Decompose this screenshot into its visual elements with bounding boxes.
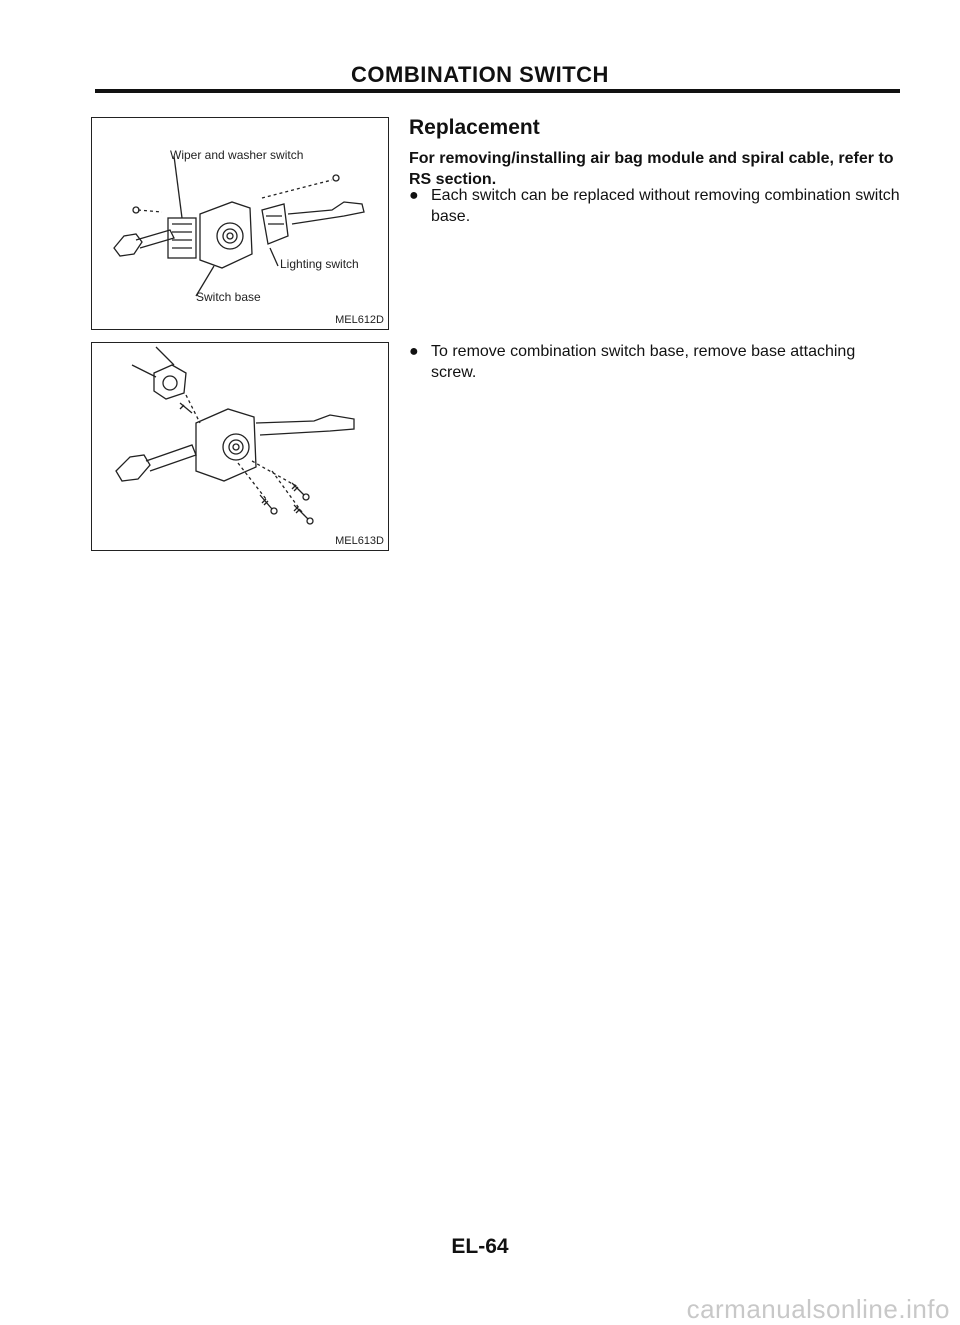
figure-code: MEL612D bbox=[335, 314, 384, 326]
bullet-text: Each switch can be replaced without removing combination switch base. bbox=[431, 187, 900, 225]
switch-base-removal-illustration bbox=[92, 343, 388, 550]
section-heading: Replacement bbox=[409, 116, 540, 139]
page-number: EL-64 bbox=[451, 1235, 509, 1258]
callout-lighting-switch: Lighting switch bbox=[280, 257, 359, 271]
page-title: COMBINATION SWITCH bbox=[351, 62, 609, 87]
callout-wiper-washer-switch: Wiper and washer switch bbox=[170, 148, 304, 162]
figure-combination-switch-parts bbox=[91, 117, 389, 330]
bullet-item bbox=[409, 185, 904, 227]
bullet-dot-icon: ● bbox=[409, 343, 419, 360]
figure-switch-base-removal bbox=[91, 342, 389, 551]
callout-switch-base: Switch base bbox=[196, 290, 261, 304]
bullet-text: To remove combination switch base, remove base attaching screw. bbox=[431, 343, 856, 381]
bullet-dot-icon: ● bbox=[409, 187, 419, 204]
figure-code: MEL613D bbox=[335, 535, 384, 547]
lead-note: For removing/installing air bag module and spiral cable, refer to RS section. bbox=[409, 150, 894, 188]
watermark: carmanualsonline.info bbox=[686, 1294, 950, 1324]
header-rule bbox=[95, 89, 900, 93]
bullet-item bbox=[409, 341, 904, 383]
